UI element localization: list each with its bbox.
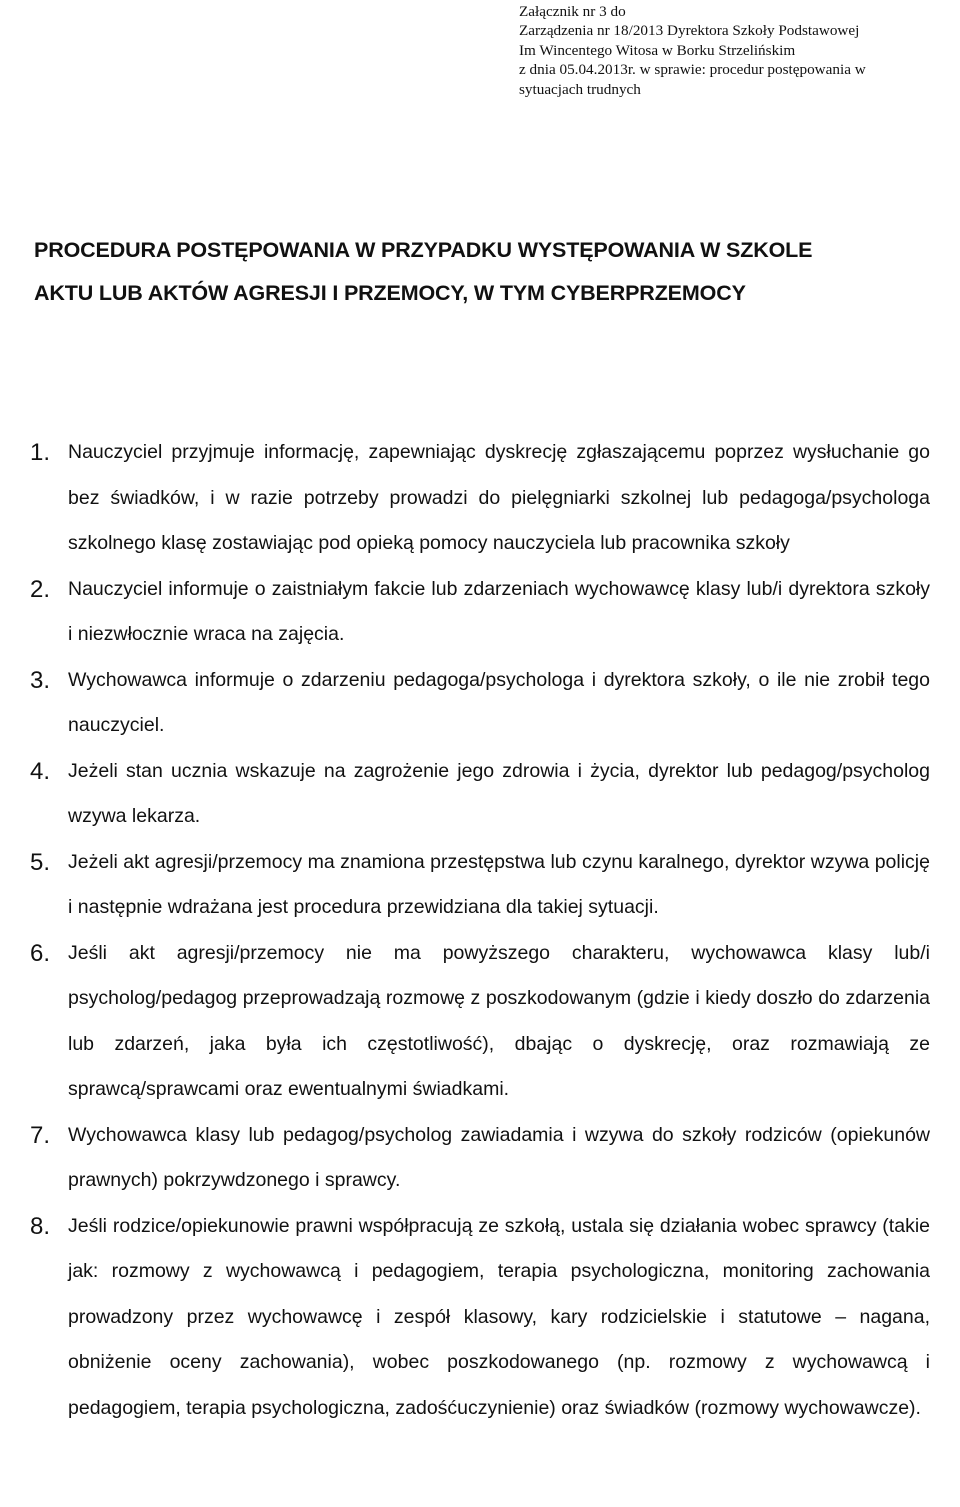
step-number: 2. xyxy=(30,575,51,603)
title-line-2: AKTU LUB AKTÓW AGRESJI I PRZEMOCY, W TYM CYBERPRZEMOCY xyxy=(34,281,746,305)
step-number: 7. xyxy=(30,1121,51,1149)
step-number: 6. xyxy=(30,939,51,967)
header-note-line: Im Wincentego Witosa w Borku Strzelińskim xyxy=(519,41,796,59)
header-note-line: sytuacjach trudnych xyxy=(519,80,641,98)
procedure-step xyxy=(30,658,930,749)
attachment-header-note xyxy=(519,2,949,99)
step-text: Jeśli rodzice/opiekunowie prawni współpracują ze szkołą, ustala się działania wobec sprawcy (takie jak: rozmowy z wychowawcą i pedagogiem, terapia psychologiczna, monitoring zachowania prowadzony przez wychowawcę i zespół klasowy, kary rodzicielskie i statutowe – nagana, obniżenie oceny zachowania), wobec poszkodowanego (np. rozmowy z wychowawcą i pedagogiem, terapia psychologiczna, zadośćuczynienie) oraz świadków (rozmowy wychowawcze). xyxy=(68,1214,930,1419)
procedure-step xyxy=(30,749,930,840)
step-number: 1. xyxy=(30,439,51,466)
header-note-line: Załącznik nr 3 do xyxy=(519,3,626,20)
step-text: Jeżeli stan ucznia wskazuje na zagrożenie jego zdrowia i życia, dyrektor lub pedagog/psycholog wzywa lekarza. xyxy=(68,759,930,827)
procedure-step xyxy=(30,931,930,1113)
step-number: 5. xyxy=(30,848,51,876)
procedure-step xyxy=(30,840,930,931)
step-text: Nauczyciel informuje o zaistniałym fakcie lub zdarzeniach wychowawcę klasy lub/i dyrektora szkoły i niezwłocznie wraca na zajęcia. xyxy=(68,577,930,645)
procedure-step xyxy=(30,430,930,567)
step-text: Wychowawca informuje o zdarzeniu pedagoga/psychologa i dyrektora szkoły, o ile nie zrobił tego nauczyciel. xyxy=(68,668,930,736)
procedure-steps-list xyxy=(30,430,930,1431)
step-text: Jeżeli akt agresji/przemocy ma znamiona przestępstwa lub czynu karalnego, dyrektor wzywa policję i następnie wdrażana jest procedura przewidziana dla takiej sytuacji. xyxy=(68,850,930,918)
step-number: 4. xyxy=(30,757,51,785)
step-number: 8. xyxy=(30,1212,51,1240)
document-title xyxy=(34,229,934,315)
procedure-step xyxy=(30,567,930,658)
header-note-line: Zarządzenia nr 18/2013 Dyrektora Szkoły Podstawowej xyxy=(519,22,860,40)
procedure-step xyxy=(30,1113,930,1204)
procedure-step xyxy=(30,1204,930,1432)
step-number: 3. xyxy=(30,666,51,694)
step-text: Jeśli akt agresji/przemocy nie ma powyższego charakteru, wychowawca klasy lub/i psycholog/pedagog przeprowadzają rozmowę z poszkodowanym (gdzie i kiedy doszło do zdarzenia lub zdarzeń, jaka była ich częstotliwość), dbając o dyskrecję, oraz rozmawiają ze sprawcą/sprawcami oraz ewentualnymi świadkami. xyxy=(68,941,930,1100)
header-note-line: z dnia 05.04.2013r. w sprawie: procedur postępowania w xyxy=(519,61,866,79)
title-line-1: PROCEDURA POSTĘPOWANIA W PRZYPADKU WYSTĘPOWANIA W SZKOLE xyxy=(34,238,813,262)
step-text: Wychowawca klasy lub pedagog/psycholog zawiadamia i wzywa do szkoły rodziców (opiekunów prawnych) pokrzywdzonego i sprawcy. xyxy=(68,1123,930,1191)
step-text: Nauczyciel przyjmuje informację, zapewniając dyskrecję zgłaszającemu poprzez wysłuchanie go bez świadków, i w razie potrzeby prowadzi do pielęgniarki szkolnej lub pedagoga/psychologa szkolnego klasę zostawiając pod opieką pomocy nauczyciela lub pracownika szkoły xyxy=(68,441,930,554)
